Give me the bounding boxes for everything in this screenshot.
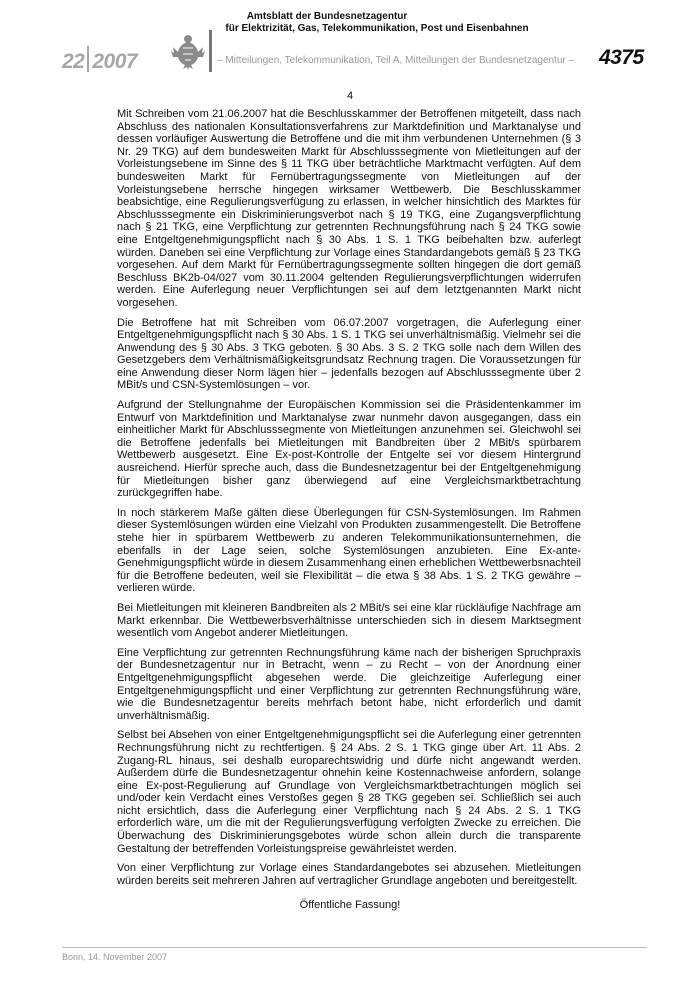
inner-page-number: 4: [346, 90, 354, 102]
gazette-subtitle: – Mitteilungen, Telekommunikation, Teil A, Mitteilungen der Bundesnetzagentur –: [217, 55, 575, 66]
issue-number: 22: [62, 50, 85, 73]
paragraph: Die Betroffene hat mit Schreiben vom 06.07.2007 vorgetragen, die Auferlegung einer Entgeltgenehmigungspflicht nach § 30 Abs. 1 S. 1 TKG sei unverhältnismäßig. Vielmehr sei die Anwendung des § 30 Abs. 3 TKG geboten. § 30 Abs. 3 S. 2 TKG solle nach dem Willen des Gesetzgebers dem Verhältnismäßigkeitsgrundsatz Rechnung tragen. Die Voraussetzungen für eine Anwendung dieser Norm lägen hier – jedenfalls bezogen auf Abschlusssegmente über 2 MBit/s und CSN-Systemlösungen – vor.: [117, 316, 581, 392]
paragraph: Bei Mietleitungen mit kleineren Bandbreiten als 2 MBit/s sei eine klar rückläufige Nachfrage am Markt erkennbar. Die Wettbewerbsverhältnisse unterschieden sich in diesem Marktsegment wesentlich vom Angebot anderer Mietleitungen.: [117, 601, 581, 640]
gazette-title-line1: Amtsblatt der Bundesnetzagentur: [246, 11, 408, 22]
paragraph: Von einer Verpflichtung zur Vorlage eines Standardangebotes sei abzusehen. Mietleitungen würden bereits seit mehreren Jahren auf vertraglicher Grundlage angeboten und bereitgestellt.: [117, 862, 581, 887]
paragraph: Selbst bei Absehen von einer Entgeltgenehmigungspflicht sei die Auferlegung einer getrennten Rechnungsführung nicht zu rechtfertigen. § 24 Abs. 2 S. 1 TKG ginge über Art. 11 Abs. 2 Zugang-RL hinaus, sei deshalb europarechtswidrig und dürfe nicht angewandt werden. Außerdem dürfe die Bundesnetzagentur ohnehin keine Kostennachweise anfordern, solange eine Ex-post-Regulierung auf Grundlage von Vergleichsmarktbetrachtungen möglich sei und/oder kein Verdacht eines Verstoßes gegen § 28 TKG gegeben sei. Schließlich sei auch nicht ersichtlich, dass die Auferlegung einer Verpflichtung nach § 24 Abs. 2 S. 1 TKG erforderlich wäre, um die mit der Regulierungsverfügung verfolgten Zwecke zu erreichen. Die Überwachung des Diskriminierungsgebotes würde schon allein durch die transparente Gestaltung der betreffenden Vorleistungspreise gewährleistet werden.: [117, 729, 581, 855]
footer-divider: [62, 947, 647, 948]
page-number: 4375: [599, 46, 644, 69]
footer-place-date: Bonn, 14. November 2007: [62, 952, 168, 962]
federal-eagle-icon: [170, 30, 206, 70]
paragraph: Eine Verpflichtung zur getrennten Rechnungsführung käme nach der bisherigen Spruchpraxis der Bundesnetzagentur nur in Betracht, wenn – zu Recht – von der Anordnung einer Entgeltgenehmigungspflicht abgesehen werde. Die gleichzeitige Auferlegung einer Entgeltgenehmigungspflicht und einer Verpflichtung zur getrennten Rechnungsführung wäre, wie die Bundesnetzagentur bereits mehrfach betont habe, nicht erforderlich und damit unverhältnismäßig.: [117, 646, 581, 722]
issue-label: [62, 46, 137, 74]
header-divider: [209, 30, 212, 72]
paragraph: Mit Schreiben vom 21.06.2007 hat die Beschlusskammer der Betroffenen mitgeteilt, dass nach Abschluss des nationalen Konsultationsverfahrens zur Marktdefinition und Marktanalyse und dessen vorläufiger Auswertung die Betroffene und die mit ihm verbundenen Unternehmen (§ 3 Nr. 29 TKG) auf dem bundesweiten Markt für Abschlusssegmente von Mietleitungen auf der Vorleistungsebene im Sinne des § 11 TKG über beträchtliche Marktmacht verfügten. Auf dem bundesweiten Markt für Fernübertragungssegmente von Mietleitungen auf der Vorleistungsebene herrsche hingegen wirksamer Wettbewerb. Die Beschlusskammer beabsichtige, eine Regulierungsverfügung zu erlassen, in welcher hinsichtlich des Marktes für Abschlusssegmente ein Diskriminierungsverbot nach § 19 TKG, eine Zugangsverpflichtung nach § 21 TKG, eine Verpflichtung zur getrennten Rechnungsführung nach § 24 TKG sowie eine Entgeltgenehmigungspflicht nach § 30 Abs. 1 S. 1 TKG beibehalten bzw. auferlegt würden. Daneben sei eine Verpflichtung zur Vorlage eines Standardangebots gemäß § 23 TKG vorgesehen. Auf dem Markt für Fernübertragungssegmente sollten hingegen die dort gemäß Beschluss BK2b-04/027 vom 30.11.2004 geltenden Regulierungsverpflichtungen widerrufen werden. Eine Auferlegung neuer Verpflichtungen sei auf dem letztgenannten Markt nicht vorgesehen.: [117, 108, 581, 309]
issue-separator: [87, 46, 89, 72]
paragraph: Aufgrund der Stellungnahme der Europäischen Kommission sei die Präsidentenkammer im Entwurf von Marktdefinition und Marktanalyse zwar nunmehr davon ausgegangen, dass ein einheitlicher Markt für Abschlusssegmente von Mietleitungen anzunehmen sei. Gleichwohl sei die Betroffene jedenfalls bei Mietleitungen mit Bandbreiten über 2 MBit/s spürbarem Wettbewerb ausgesetzt. Eine Ex-post-Kontrolle der Entgelte sei vor diesem Hintergrund ausreichend. Hierfür spreche auch, dass die Bundesnetzagentur bei der Entgeltgenehmigung für Mietleitungen bisher ganz überwiegend auf eine Vergleichsmarktbetrachtung zurückgegriffen habe.: [117, 399, 581, 500]
document-body: [117, 108, 581, 894]
issue-year: 2007: [92, 50, 138, 73]
page-header: [0, 0, 700, 80]
public-version-note: Öffentliche Fassung!: [299, 899, 401, 911]
gazette-title-line2: für Elektrizität, Gas, Telekommunikation, Post und Eisenbahnen: [225, 23, 529, 34]
paragraph: In noch stärkerem Maße gälten diese Überlegungen für CSN-Systemlösungen. Im Rahmen dieser Systemlösungen würden eine Vielzahl von Produkten zusammengestellt. Die Betroffene stehe hier in spürbarem Wettbewerb zu anderen Telekommunikationsunternehmen, die ebenfalls in der Lage seien, solche Systemlösungen anzubieten. Eine Ex-ante-Genehmigungspflicht würde in diesem Zusammenhang einen erheblichen Wettbewerbsnachteil für die Betroffene bedeuten, weil sie Flexibilität – die etwa § 38 Abs. 1 S. 2 TKG gewähre – verlieren würde.: [117, 506, 581, 595]
